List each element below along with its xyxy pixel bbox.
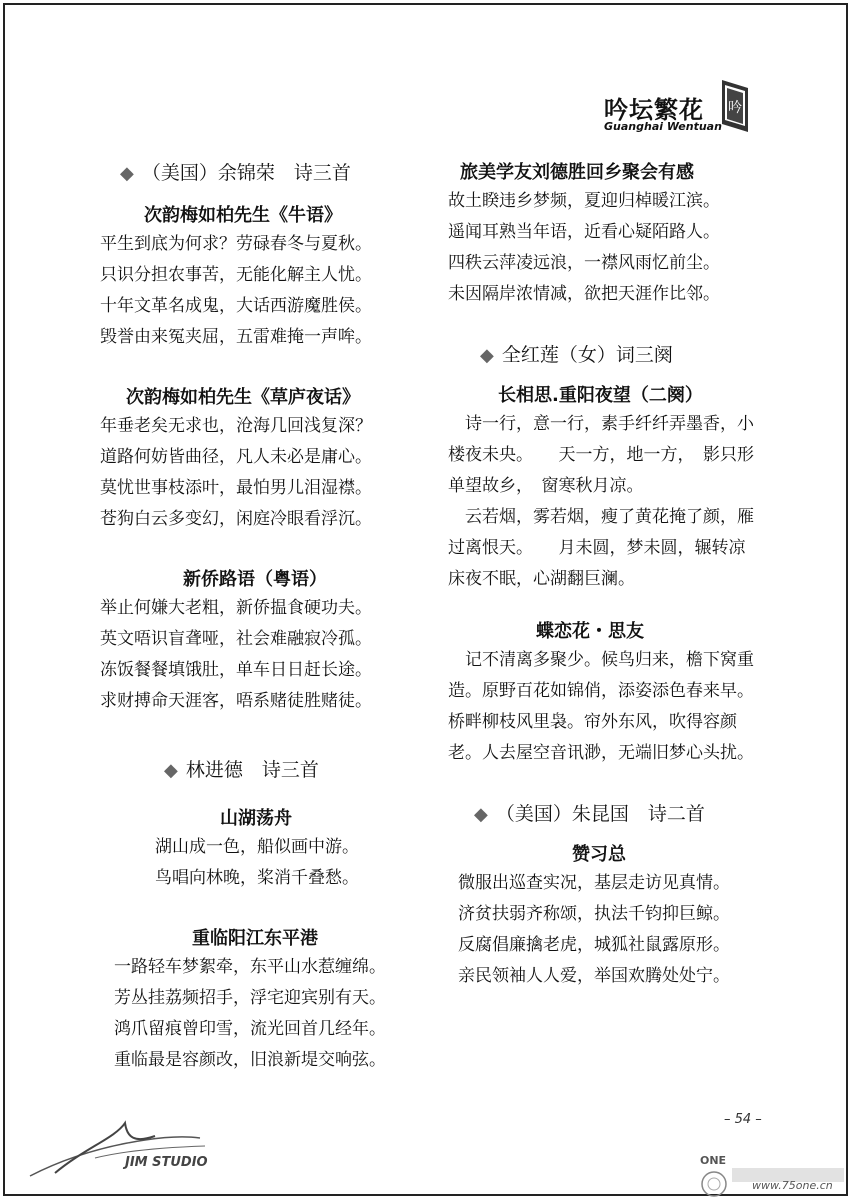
poem-line: 反腐倡廉擒老虎，城狐社鼠露原形。 [458,935,730,955]
section-title: 吟坛繁花 [604,96,704,124]
poem-line: 苍狗白云多变幻，闲庭冷眼看浮沉。 [100,509,372,529]
studio-label: JIM STUDIO [125,1155,208,1170]
poem-title: 蝶恋花・思友 [536,621,644,642]
poem-title: 次韵梅如柏先生《草庐夜话》 [126,387,360,408]
studio-signature-logo [25,1118,225,1183]
poem-line: 英文唔识盲聋哑，社会难融寂冷孤。 [100,629,372,649]
poem-line: 举止何嫌大老粗，新侨揾食硬功夫。 [100,598,372,618]
poem-line: 年垂老矣无求也，沧海几回浅复深？ [100,416,372,436]
poem-line: 鸿爪留痕曾印雪，流光回首几经年。 [114,1019,386,1039]
poem-title: 旅美学友刘德胜回乡聚会有感 [460,162,694,183]
diamond-icon: ◆ [120,163,134,184]
svg-text:ONE: ONE [700,1154,727,1167]
diamond-icon: ◆ [164,760,178,781]
poem-line: 故土睽违乡梦频，夏迎归棹暖江滨。 [448,191,720,211]
poem-paragraph: 记不清离多聚少。候鸟归来，檐下窝重造。原野百花如锦俏，添姿添色春来早。 桥畔柳枝风里袅。帘外东风，吹得容颜老。人去屋空音讯渺，无端旧梦心头扰。 [448,650,763,763]
logo-char: 吟 [728,100,742,116]
diamond-icon: ◆ [474,804,488,825]
left-column [100,158,410,1076]
author-heading: ◆ 林进德 诗三首 [164,759,319,781]
author-heading: ◆ （美国）余锦荣 诗三首 [120,162,351,184]
poem-line: 微服出巡查实况，基层走访见真情。 [458,873,730,893]
poem-line: 一路轻车梦絮牵，东平山水惹缠绵。 [114,957,386,977]
poem-line: 重临最是容颜改，旧浪新堤交响弦。 [114,1050,386,1070]
poem-paragraph: 诗一行，意一行，素手纤纤弄墨香，小楼夜未央。 天一方，地一方， 影只形单望故乡， 窗寒秋月凉。 [448,414,754,496]
poem-title: 长相思.重阳夜望（二阕） [498,385,703,406]
poem-title: 新侨路语（粤语） [183,569,327,590]
poem-line: 芳丛挂荔频招手，浮宅迎宾别有天。 [114,988,386,1008]
poem-title: 次韵梅如柏先生《牛语》 [144,205,342,226]
poem-line: 未因隔岸浓情减，欲把天涯作比邻。 [448,284,720,304]
poem-line: 毁誉由来冤夹屈，五雷难掩一声哞。 [100,327,372,347]
poem-line: 只识分担农事苦，无能化解主人忧。 [100,265,372,285]
poem-line: 冻饭餐餐填饿肚，单车日日赶长途。 [100,660,372,680]
poem-line: 四秩云萍凌远浪，一襟风雨忆前尘。 [448,253,720,273]
author-heading: ◆ 全红莲（女）词三阕 [480,344,673,366]
section-subtitle: Guanghai Wentuan [604,120,722,133]
watermark-url: www.75one.cn [752,1179,833,1192]
page-number: – 54 – [724,1112,762,1127]
author-heading: ◆ （美国）朱昆国 诗二首 [474,803,705,825]
poem-title: 赞习总 [572,844,626,865]
poem-line: 十年文革名成鬼，大话西游魔胜侯。 [100,296,372,316]
section-logo-icon [722,80,748,132]
poem-line: 湖山成一色，船似画中游。 [155,837,359,857]
poem-title: 重临阳江东平港 [192,928,318,949]
poem-line: 平生到底为何求？劳碌春冬与夏秋。 [100,234,372,254]
poem-line: 亲民领袖人人爱，举国欢腾处处宁。 [458,966,730,986]
poem-line: 济贫扶弱齐称颂，执法千钧抑巨鲸。 [458,904,730,924]
poem-line: 遥闻耳熟当年语，近看心疑陌路人。 [448,222,720,242]
poem-title: 山湖荡舟 [220,808,292,829]
poem-line: 鸟唱向林晚，桨消千叠愁。 [155,868,359,888]
poem-line: 道路何妨皆曲径，凡人未必是庸心。 [100,447,372,467]
poem-line: 莫忧世事枝添叶，最怕男儿泪湿襟。 [100,478,372,498]
right-column [448,158,768,992]
poem-paragraph: 云若烟，雾若烟，瘦了黄花掩了颜，雁过离恨天。 月未圆，梦未圆，辗转凉床夜不眠，心湖翻巨澜。 [448,507,754,589]
diamond-icon: ◆ [480,345,494,366]
poem-line: 求财搏命天涯客，唔系赌徒胜赌徒。 [100,691,372,711]
